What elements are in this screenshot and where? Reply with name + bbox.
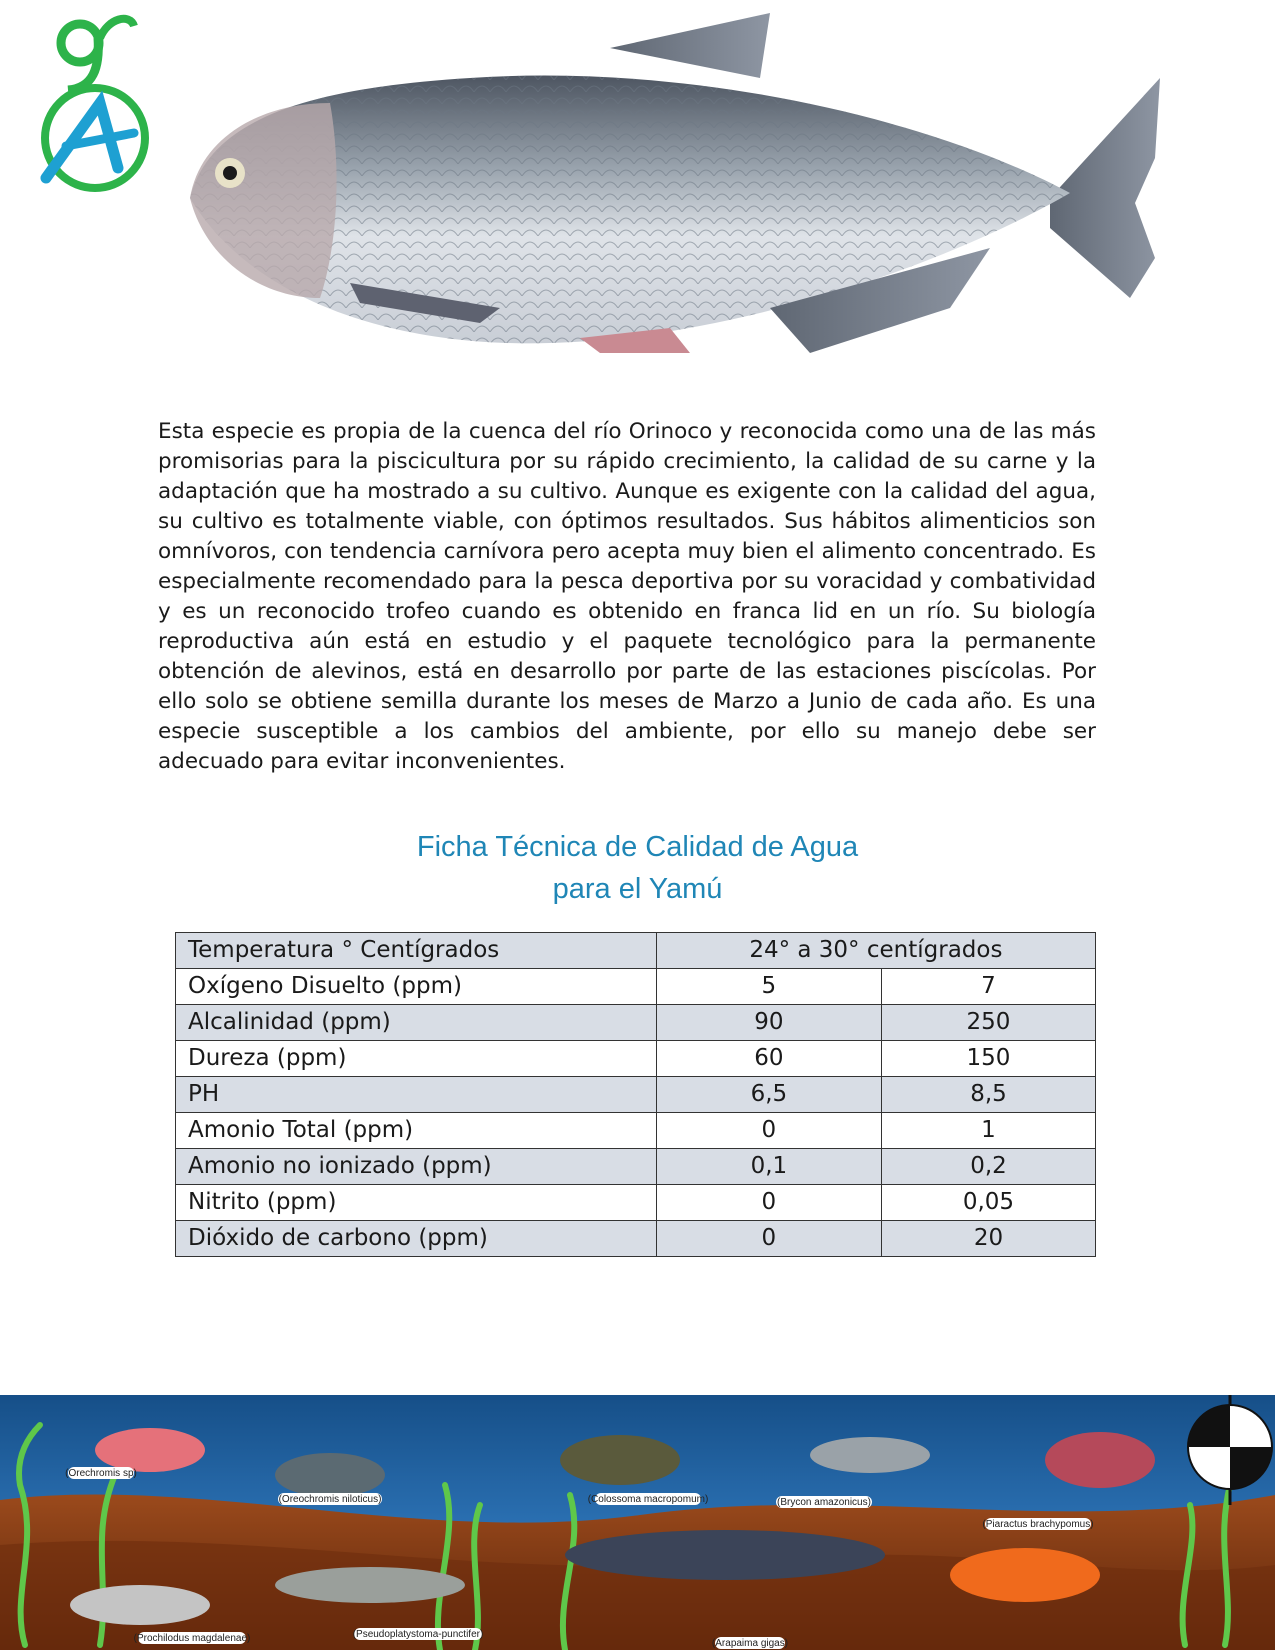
water-quality-table: [175, 932, 1096, 1257]
table-row: [176, 1221, 1096, 1257]
param-cell: Nitrito (ppm): [176, 1185, 657, 1221]
min-cell: 5: [656, 969, 881, 1005]
species-label: (Arapaima gigas): [711, 1638, 789, 1649]
min-cell: 0: [656, 1221, 881, 1257]
min-cell: 0: [656, 1113, 881, 1149]
table-row: [176, 1149, 1096, 1185]
param-cell: PH: [176, 1077, 657, 1113]
species-label: (Pseudoplatystoma-punctifer): [352, 1629, 484, 1640]
table-row: [176, 933, 1096, 969]
sheet-title-line2: para el Yamú: [552, 873, 723, 905]
max-cell: 7: [881, 969, 1095, 1005]
logo: [38, 8, 158, 193]
yamu-fish-image: [170, 8, 1230, 378]
param-cell: Alcalinidad (ppm): [176, 1005, 657, 1041]
max-cell: 0,2: [881, 1149, 1095, 1185]
sheet-title-line1: Ficha Técnica de Calidad de Agua: [416, 831, 859, 863]
max-cell: 20: [881, 1221, 1095, 1257]
species-label: (Piaractus brachypomus): [982, 1519, 1094, 1530]
table-row: [176, 1113, 1096, 1149]
table-row: [176, 969, 1096, 1005]
species-label: (Oreochromis niloticus): [278, 1494, 382, 1505]
sheet-title: [0, 826, 1275, 910]
table-row: [176, 1041, 1096, 1077]
max-cell: 250: [881, 1005, 1095, 1041]
species-description: Esta especie es propia de la cuenca del río Orinoco y reconocida como una de las más promisorias para la piscicultura por su rápido crecimiento, la calidad de su carne y la adaptación que ha mostrado a su cultivo. Aunque es exigente con la calidad del agua, su cultivo es totalmente viable, con óptimos resultados. Sus hábitos alimenticios son omnívoros, con tendencia carnívora pero acepta muy bien el alimento concentrado. Es especialmente recomendado para la pesca deportiva por su voracidad y combatividad y es un reconocido trofeo cuando es obtenido en franca lid en un río. Su biología reproductiva aún está en estudio y el paquete tecnológico para la permanente obtención de alevinos, está en desarrollo por parte de las estaciones piscícolas. Por ello solo se obtiene semilla durante los meses de Marzo a Junio de cada año. Es una especie susceptible a los cambios del ambiente, por ello su manejo debe ser adecuado para evitar inconvenientes.: [158, 419, 1096, 774]
species-label: (Brycon amazonicus): [777, 1497, 871, 1508]
param-cell: Dióxido de carbono (ppm): [176, 1221, 657, 1257]
species-label: (Prochilodus magdalenae): [133, 1633, 251, 1644]
range-cell: 24° a 30° centígrados: [656, 933, 1095, 969]
min-cell: 60: [656, 1041, 881, 1077]
species-banner: [0, 1395, 1275, 1650]
max-cell: 8,5: [881, 1077, 1095, 1113]
species-label: (Colossoma macropomum): [587, 1494, 709, 1505]
table-row: [176, 1077, 1096, 1113]
param-cell: Amonio no ionizado (ppm): [176, 1149, 657, 1185]
max-cell: 150: [881, 1041, 1095, 1077]
min-cell: 0,1: [656, 1149, 881, 1185]
min-cell: 0: [656, 1185, 881, 1221]
min-cell: 90: [656, 1005, 881, 1041]
table-row: [176, 1185, 1096, 1221]
min-cell: 6,5: [656, 1077, 881, 1113]
param-cell: Oxígeno Disuelto (ppm): [176, 969, 657, 1005]
species-label: (Orechromis sp): [65, 1468, 137, 1479]
max-cell: 0,05: [881, 1185, 1095, 1221]
param-cell: Amonio Total (ppm): [176, 1113, 657, 1149]
param-cell: Dureza (ppm): [176, 1041, 657, 1077]
table-row: [176, 1005, 1096, 1041]
max-cell: 1: [881, 1113, 1095, 1149]
param-cell: Temperatura ° Centígrados: [176, 933, 657, 969]
